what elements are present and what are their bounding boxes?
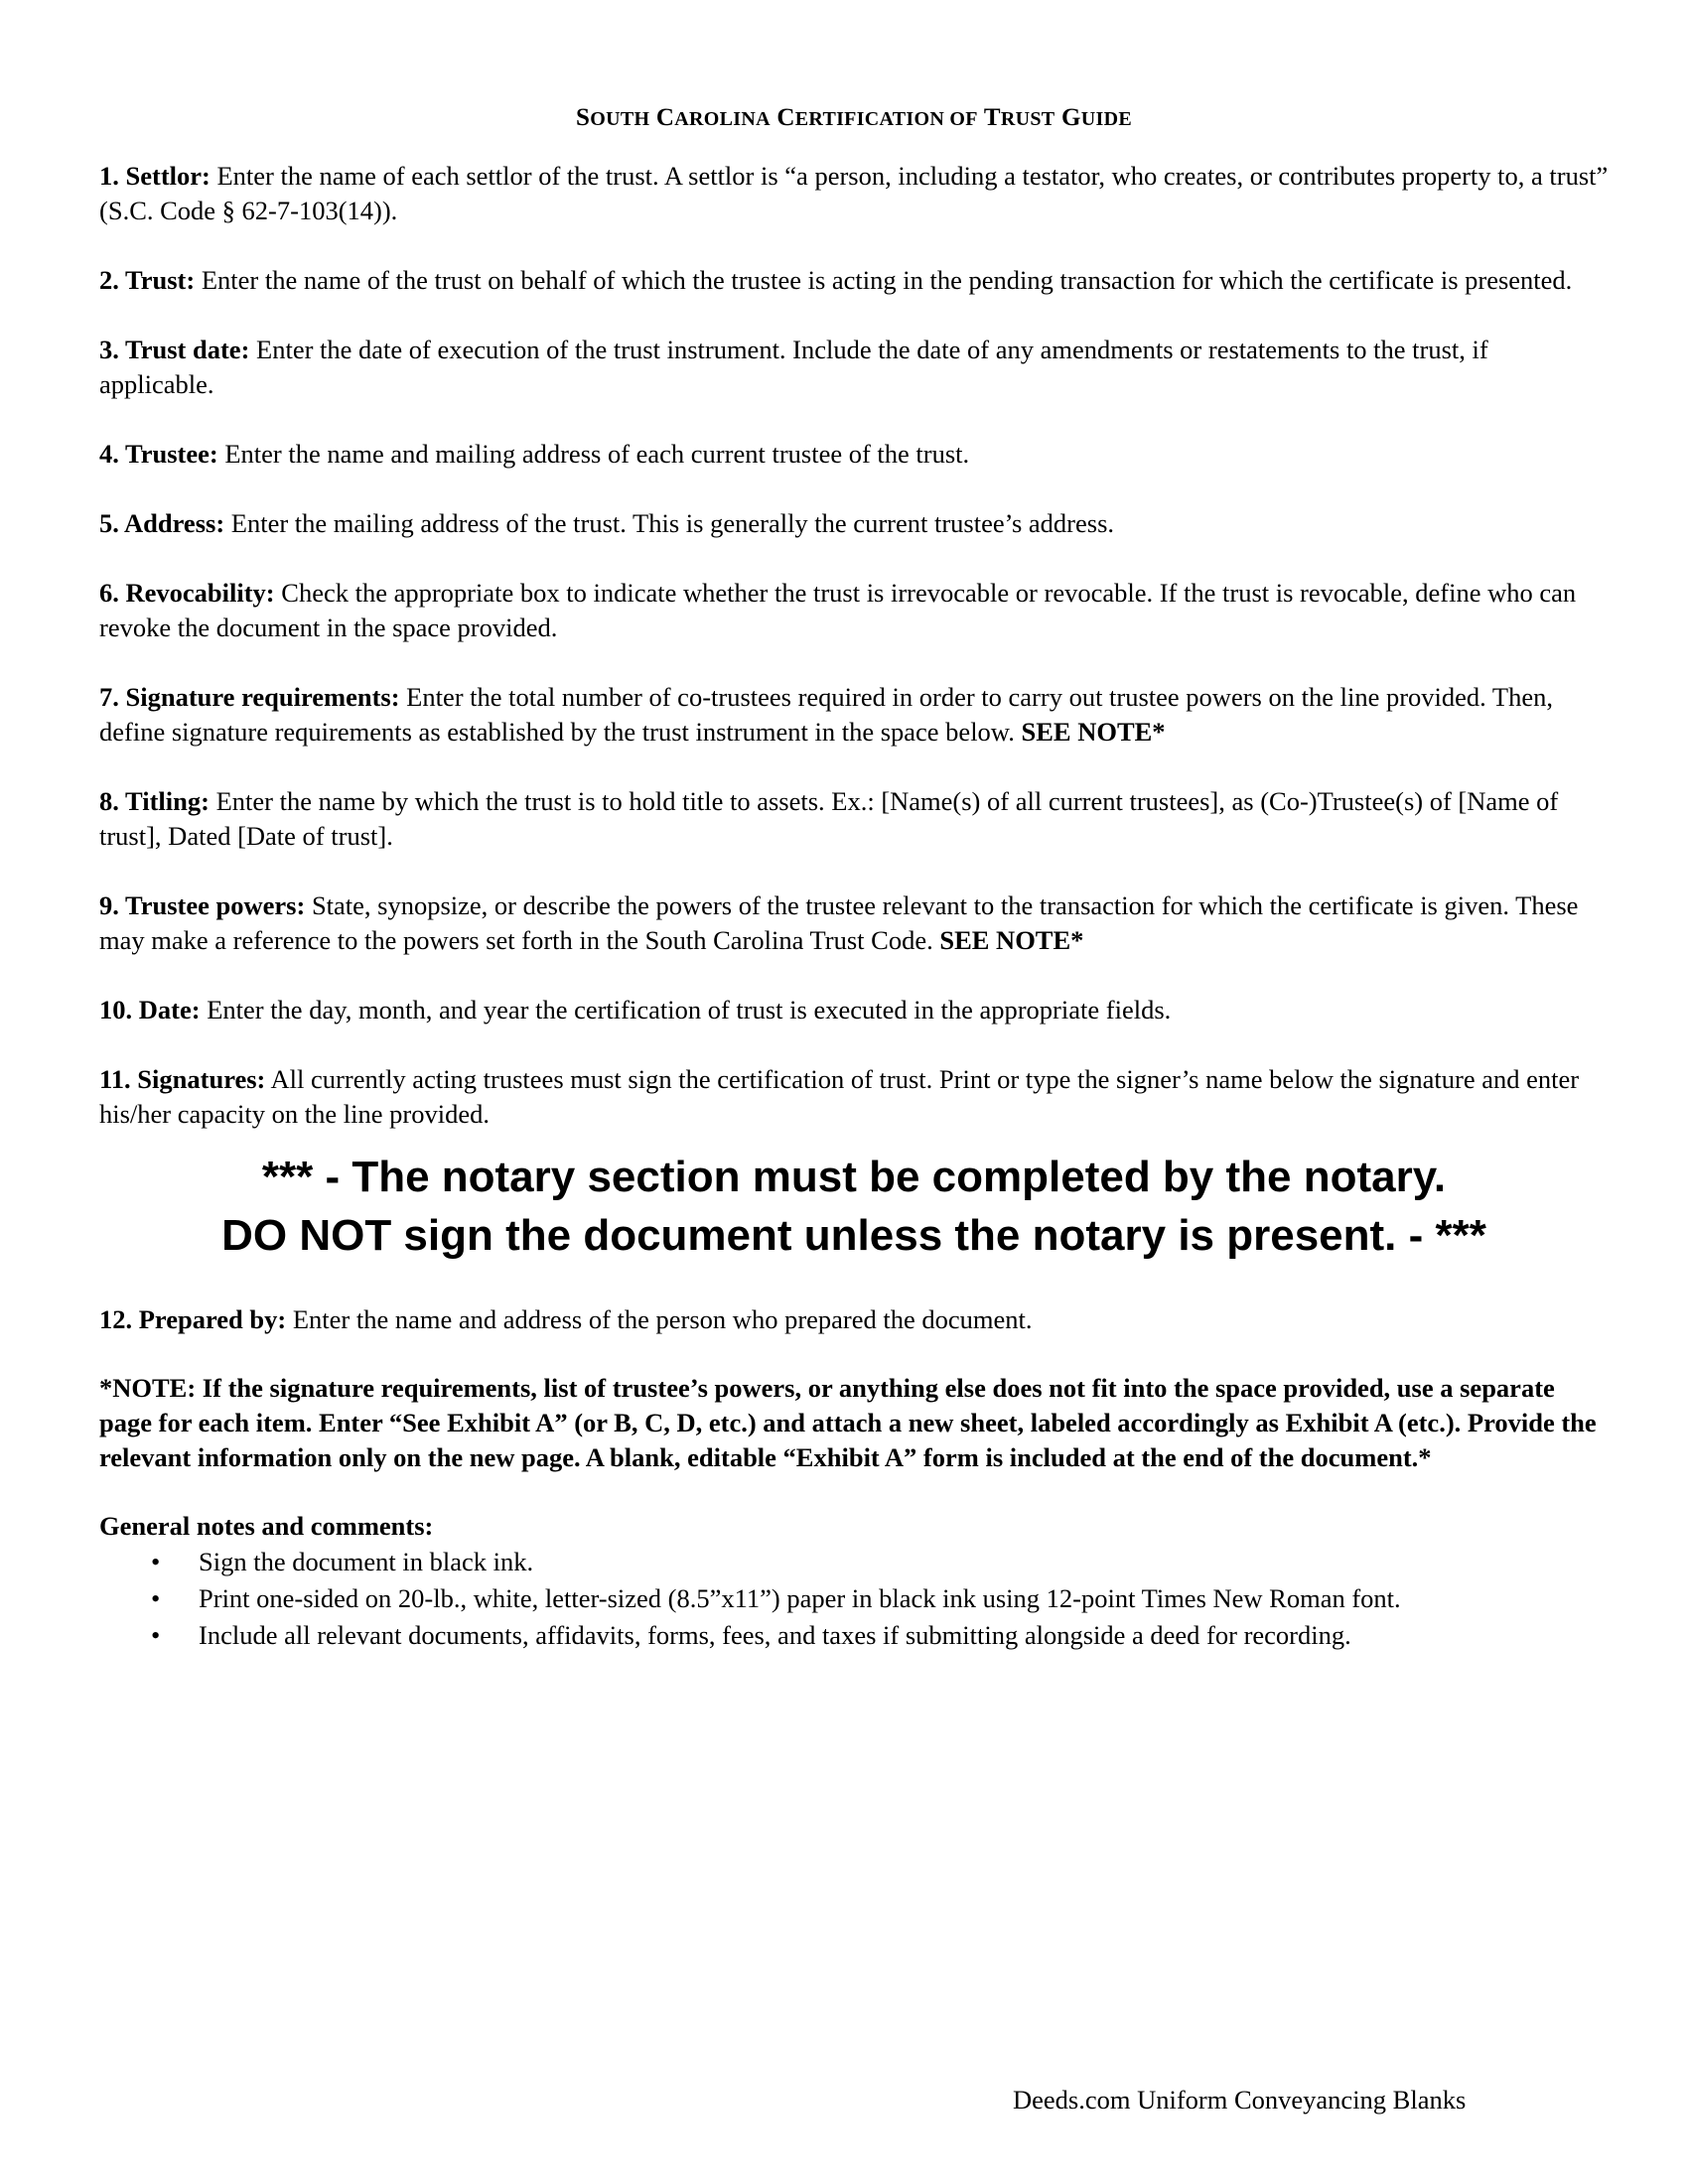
see-note-ref: SEE NOTE* [939,925,1084,955]
bullet-icon: • [151,1547,161,1576]
instruction-date [99,993,1609,1027]
instruction-trust-date [99,333,1609,402]
notary-warning-line-2: DO NOT sign the document unless the notary is present. - *** [221,1211,1486,1260]
item-label: 9. Trustee powers: [99,890,306,920]
general-notes-heading: General notes and comments: [99,1511,434,1541]
instruction-titling [99,784,1609,854]
item-label: 5. Address: [99,508,225,538]
instruction-trustee-powers [99,888,1609,958]
title-word: SOUTH [576,104,650,131]
item-label: 8. Titling: [99,786,210,816]
general-notes-list [99,1544,1609,1654]
item-text: Enter the name of the trust on behalf of which the trustee is acting in the pending transaction for which the certificate is presented. [201,265,1573,295]
item-label: 6. Revocability: [99,578,275,608]
document-page [99,103,1609,1654]
item-label: 2. Trust: [99,265,196,295]
see-note-ref: SEE NOTE* [1021,717,1166,747]
item-label: 1. Settlor: [99,161,211,191]
list-item-text: Sign the document in black ink. [199,1547,534,1576]
item-text: Enter the name by which the trust is to hold title to assets. Ex.: [Name(s) of all current trustees], as (Co-)Trustee(s) of [Name of trust], Dated [Date of trust]. [99,786,1559,851]
item-label: 12. Prepared by: [99,1304,287,1334]
title-word: TRUST [983,104,1055,131]
bullet-icon: • [151,1583,161,1613]
instruction-signatures [99,1062,1609,1132]
instruction-revocability [99,576,1609,645]
instruction-settlor [99,159,1609,228]
list-item [151,1544,1609,1580]
instruction-trustee [99,437,1609,472]
item-label: 11. Signatures: [99,1064,266,1094]
title-word: CAROLINA [655,104,771,131]
list-item [151,1580,1609,1617]
footer-text: Deeds.com Uniform Conveyancing Blanks [1013,2085,1467,2115]
item-text: Enter the name and address of the person who prepared the document. [292,1304,1033,1334]
list-item [151,1617,1609,1654]
instruction-trust [99,263,1609,298]
notary-warning [99,1148,1609,1265]
item-text: Enter the name of each settlor of the trust. A settlor is “a person, including a testator, who creates, or contributes property to, a trust” (S.C. Code § 62-7-103(14)). [99,161,1609,225]
item-label: 3. Trust date: [99,335,250,364]
list-item-text: Include all relevant documents, affidavits, forms, fees, and taxes if submitting alongside a deed for recording. [199,1620,1351,1650]
item-label: 4. Trustee: [99,439,218,469]
item-text: State, synopsize, or describe the powers of the trustee relevant to the transaction for which the certificate is given. These may make a reference to the powers set forth in the South Carolina Trust Code. [99,890,1579,955]
notary-warning-line-1: *** - The notary section must be completed by the notary. [261,1153,1447,1201]
item-text: Check the appropriate box to indicate whether the trust is irrevocable or revocable. If the trust is revocable, define who can revoke the document in the space provided. [99,578,1577,642]
instruction-address [99,506,1609,541]
instruction-prepared-by [99,1302,1609,1337]
exhibit-note: *NOTE: If the signature requirements, list of trustee’s powers, or anything else does not fit into the space provided, use a separate page for each item. Enter “See Exhibit A” (or B, C, D, etc.) and attach a new sheet, labeled accordingly as Exhibit A (etc.). Provide the relevant information only on the new page. A blank, editable “Exhibit A” form is included at the end of the document.* [99,1373,1597,1472]
list-item-text: Print one-sided on 20-lb., white, letter-sized (8.5”x11”) paper in black ink using 12-point Times New Roman font. [199,1583,1401,1613]
item-text: Enter the total number of co-trustees required in order to carry out trustee powers on the line provided. Then, define signature requirements as established by the trust instrument in the space below. [99,682,1554,747]
item-label: 7. Signature requirements: [99,682,400,712]
item-label: 10. Date: [99,995,201,1024]
item-text: Enter the day, month, and year the certification of trust is executed in the appropriate fields. [207,995,1172,1024]
bullet-icon: • [151,1620,161,1650]
item-text: Enter the mailing address of the trust. This is generally the current trustee’s address. [230,508,1115,538]
title-word: CERTIFICATION OF [776,104,978,131]
item-text: Enter the date of execution of the trust instrument. Include the date of any amendments or restatements to the trust, if applicable. [99,335,1488,399]
instruction-signature-requirements [99,680,1609,750]
item-text: All currently acting trustees must sign the certification of trust. Print or type the signer’s name below the signature and enter his/her capacity on the line provided. [99,1064,1580,1129]
title-word: GUIDE [1061,104,1132,131]
page-title [99,103,1609,134]
item-text: Enter the name and mailing address of each current trustee of the trust. [224,439,970,469]
